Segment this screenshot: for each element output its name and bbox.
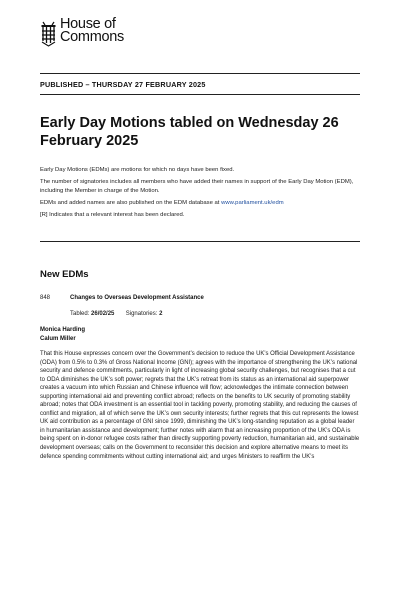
edm-database-link[interactable]: www.parliament.uk/edm <box>221 199 284 206</box>
portcullis-icon <box>40 21 57 47</box>
intro-paragraph-3 <box>40 199 360 208</box>
intro-paragraph-1: Early Day Motions (EDMs) are motions for which no days have been fixed. <box>40 167 235 173</box>
edm-number: 848 <box>40 295 51 301</box>
edm-meta <box>70 311 162 317</box>
tabled-date: 26/02/25 <box>91 311 115 317</box>
member-name: Monica Harding <box>40 327 86 333</box>
intro-rule <box>40 241 360 242</box>
section-heading-new-edms: New EDMs <box>40 269 89 280</box>
edm-motion-text: That this House expresses concern over the Government’s decision to reduce the UK’s Official Development Assistance (ODA) from 0.5% to 0.3% of Gross National Income (GNI); agrees with the importance of strengthening the UK’s national security and defence commitments, particularly in light of increasing global security challenges, but recognises that a cut to ODA diminishes the UK’s soft power; regrets that the UK’s retreat from its status as an international aid superpower creates a vacuum into which Russian and Chinese influence will flow; acknowledges the intimate connection between supporting international aid and preventing conflict abroad; reflects on the benefits to UK security of promoting stability abroad; notes that ODA investment is an essential tool in tackling poverty, promoting stability, and reducing the causes of conflict and migration, all of which serve the UK’s own security interests; further regrets that this cut represents the lowest UK aid contribution as a percentage of GNI since 1999, diminishing the UK’s long-standing reputation as a global leader in humanitarian assistance and development; further notes with alarm that an increasing proportion of the UK’s ODA is being spent on in-donor refugee costs rather than directly supporting poverty reduction, humanitarian aid, and sustainable development overseas; calls on the Government to reconsider this decision and explore alternative means to meet its defence spending commitments without cutting international aid; and urges Ministers to reaffirm the UK’s <box>40 351 360 460</box>
published-rule <box>40 94 360 95</box>
edm-title: Changes to Overseas Development Assistance <box>70 295 204 301</box>
page-title: Early Day Motions tabled on Wednesday 26 February 2025 <box>40 115 339 149</box>
member-name: Calum Miller <box>40 336 76 342</box>
published-date: PUBLISHED – THURSDAY 27 FEBRUARY 2025 <box>40 80 206 89</box>
signatories-label: Signatories: <box>125 311 158 317</box>
logo-line-2: Commons <box>60 29 124 45</box>
tabled-label: Tabled: <box>70 311 90 317</box>
intro-paragraph-4: [R] Indicates that a relevant interest has been declared. <box>40 211 185 218</box>
house-of-commons-logo <box>40 18 124 47</box>
signatories-count: 2 <box>159 311 163 317</box>
logo-line-1: House of <box>60 16 116 32</box>
intro-notes <box>40 166 360 223</box>
intro-paragraph-3-text: EDMs and added names are also published on the EDM database at <box>40 199 222 206</box>
edm-members <box>40 326 85 344</box>
top-rule <box>40 73 360 74</box>
intro-paragraph-2: The number of signatories includes all members who have added their names in support of the Early Day Motion (EDM), including the Member in charge of the Motion. <box>40 178 354 194</box>
logo-wordmark <box>60 18 124 44</box>
